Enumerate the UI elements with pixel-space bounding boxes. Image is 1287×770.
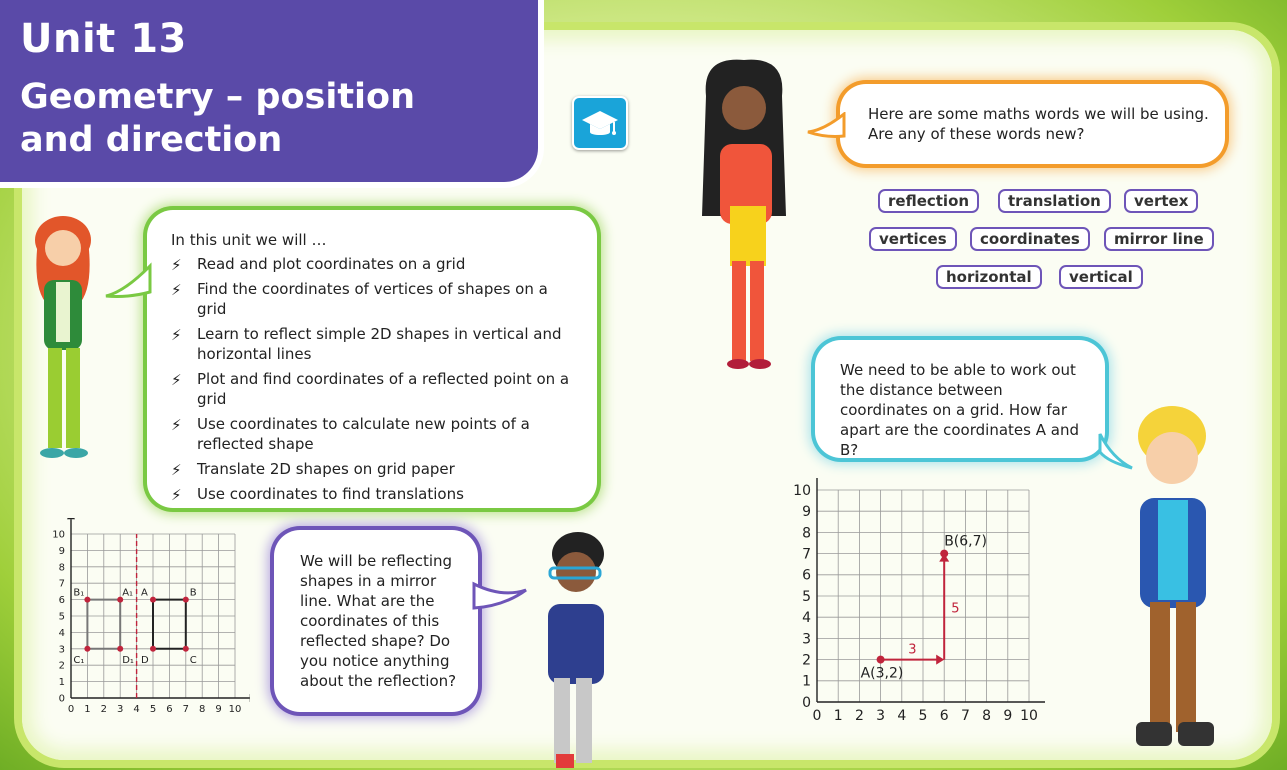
bubble-tail: [104, 262, 154, 302]
lightning-icon: ⚡: [171, 326, 182, 344]
x-tick-label: 0: [812, 708, 822, 724]
x-tick-label: 1: [84, 704, 91, 715]
x-tick-label: 7: [182, 704, 189, 715]
vertex-point: [84, 646, 90, 652]
vocab-word: mirror line: [1104, 227, 1214, 251]
vocab-word: coordinates: [970, 227, 1090, 251]
x-tick-label: 4: [133, 704, 140, 715]
goal-item: ⚡ Find the coordinates of vertices of shapes on a grid: [171, 280, 548, 318]
graduation-cap-icon[interactable]: [572, 96, 628, 150]
x-tick-label: 8: [982, 708, 992, 724]
x-tick-label: 0: [67, 704, 75, 715]
x-tick-label: 5: [918, 708, 928, 724]
goals-heading: In this unit we will …: [171, 231, 327, 249]
goal-item: ⚡ Translate 2D shapes on grid paper: [171, 460, 455, 479]
x-tick-label: 3: [876, 708, 886, 724]
bubble-tail: [806, 112, 846, 142]
y-tick-label: 0: [58, 693, 65, 705]
goal-item: ⚡ Learn to reflect simple 2D shapes in vertical and horizontal lines: [171, 325, 562, 363]
y-tick-label: 9: [802, 504, 811, 521]
x-tick-label: 9: [1003, 708, 1013, 724]
lightning-icon: ⚡: [171, 256, 182, 274]
y-tick-label: 10: [793, 482, 811, 499]
y-tick-label: 9: [58, 545, 65, 557]
x-tick-label: 10: [228, 704, 242, 715]
vertex-label: C: [189, 654, 197, 666]
y-tick-label: 2: [802, 652, 811, 669]
goal-item: ⚡ Read and plot coordinates on a grid: [171, 255, 466, 274]
vocab-word: translation: [998, 189, 1111, 213]
vertex-point: [150, 646, 156, 652]
vertex-label: B: [189, 587, 197, 599]
goal-item: ⚡ Use coordinates to calculate new points of a reflected shape: [171, 415, 530, 453]
y-tick-label: 8: [58, 562, 65, 574]
vertex-label: C₁: [73, 654, 85, 666]
maths-words-text: Here are some maths words we will be using. Are any of these words new?: [868, 105, 1209, 143]
x-tick-label: 2: [854, 708, 864, 724]
vocab-word: horizontal: [936, 265, 1042, 289]
y-tick-label: 6: [802, 567, 811, 584]
girl-dark-hair-character: [694, 56, 794, 376]
vertex-label: A: [141, 587, 148, 599]
unit-subtitle: Geometry – position and direction: [20, 77, 416, 160]
step-y-label: 5: [951, 601, 960, 617]
y-tick-label: 2: [58, 660, 65, 672]
x-tick-label: 9: [215, 704, 222, 715]
goal-item: ⚡ Plot and find coordinates of a reflected point on a grid: [171, 370, 570, 408]
y-tick-label: 4: [58, 627, 65, 639]
girl-red-hair-character: [18, 210, 108, 460]
vocab-word: vertices: [869, 227, 957, 251]
boy-blonde-character: [1118, 402, 1228, 758]
y-tick-label: 5: [58, 611, 65, 623]
vertex-point: [183, 597, 189, 603]
vertex-point: [84, 597, 90, 603]
reflection-grid-chart: [45, 518, 250, 718]
unit-title-banner: [0, 0, 538, 182]
boy-glasses-character: [530, 528, 620, 770]
y-axis-arrow: [67, 518, 75, 519]
distance-text: We need to be able to work out the distance between coordinates on a grid. How far apart are the coordinates A and B?: [840, 361, 1079, 459]
coordinate-label: B(6,7): [944, 533, 987, 550]
bubble-tail: [472, 578, 528, 614]
step-x-arrowhead: [936, 655, 944, 665]
coordinate-label: A(3,2): [860, 665, 904, 682]
x-tick-label: 6: [939, 708, 949, 724]
y-tick-label: 3: [58, 644, 65, 656]
x-tick-label: 6: [166, 704, 173, 715]
vertex-label: B₁: [73, 587, 85, 599]
y-tick-label: 4: [802, 610, 811, 627]
x-tick-label: 10: [1020, 708, 1038, 724]
x-tick-label: 7: [960, 708, 970, 724]
vertex-label: D₁: [122, 654, 134, 666]
vocab-word: vertical: [1059, 265, 1143, 289]
vertex-point: [183, 646, 189, 652]
y-tick-label: 10: [52, 529, 65, 541]
lightning-icon: ⚡: [171, 281, 182, 299]
goal-item: ⚡ Use coordinates to find translations: [171, 485, 464, 504]
lightning-icon: ⚡: [171, 486, 182, 504]
goals-list: [171, 254, 571, 509]
lightning-icon: ⚡: [171, 461, 182, 479]
y-tick-label: 7: [802, 546, 811, 563]
y-tick-label: 1: [802, 673, 811, 690]
vertex-label: D: [141, 654, 149, 666]
y-tick-label: 7: [58, 578, 65, 590]
y-tick-label: 5: [802, 588, 811, 605]
x-tick-label: 3: [117, 704, 124, 715]
vertex-label: A₁: [122, 587, 134, 599]
vocab-word: vertex: [1124, 189, 1198, 213]
x-tick-label: 5: [149, 704, 157, 715]
x-tick-label: 4: [897, 708, 907, 724]
y-tick-label: 1: [58, 677, 65, 689]
unit-number: Unit 13: [20, 16, 187, 62]
reflection-text: We will be reflecting shapes in a mirror line. What are the coordinates of this reflected shape? Do you notice anything about the reflection?: [300, 552, 457, 690]
lightning-icon: ⚡: [171, 416, 182, 434]
y-tick-label: 0: [802, 694, 811, 711]
x-tick-label: 8: [199, 704, 206, 715]
vocab-word: reflection: [878, 189, 979, 213]
y-tick-label: 8: [802, 525, 811, 542]
vertex-point: [150, 597, 156, 603]
y-tick-label: 3: [802, 631, 811, 648]
distance-grid-chart: [785, 478, 1045, 728]
coordinate-point: [940, 550, 948, 558]
vertex-point: [117, 646, 123, 652]
step-x-label: 3: [908, 642, 917, 658]
lightning-icon: ⚡: [171, 371, 182, 389]
x-tick-label: 2: [100, 704, 107, 715]
coordinate-point: [877, 656, 885, 664]
y-tick-label: 6: [58, 595, 65, 607]
x-tick-label: 1: [833, 708, 843, 724]
